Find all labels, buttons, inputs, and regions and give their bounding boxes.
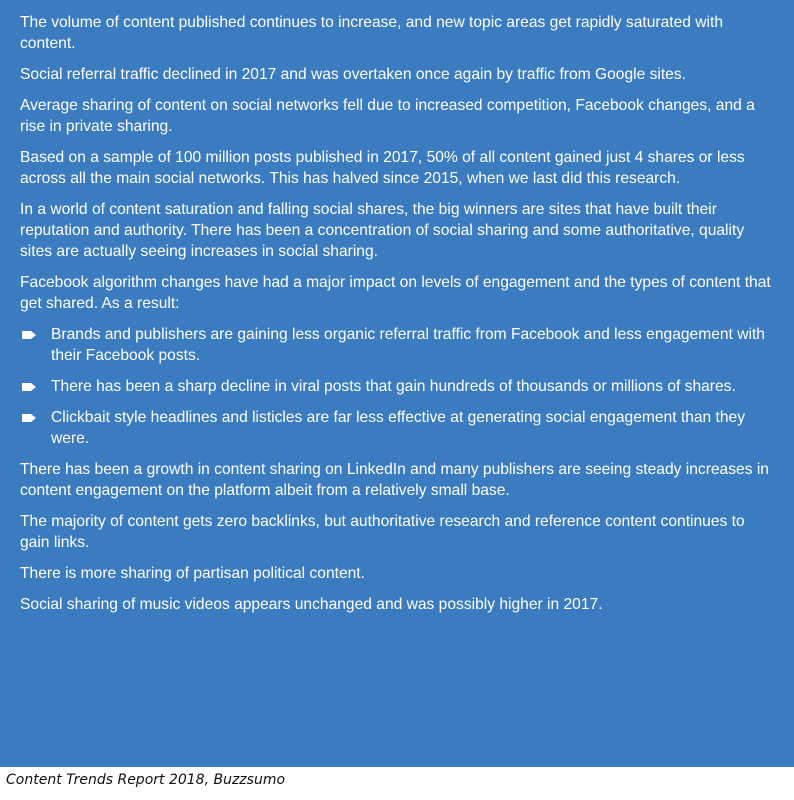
finding-paragraph: There has been a growth in content sharing on LinkedIn and many publishers are seeing steady increases in content engagement on the platform albeit from a relatively small base. <box>20 461 769 499</box>
source-caption: Content Trends Report 2018, Buzzsumo <box>6 772 286 788</box>
list-item <box>20 324 778 366</box>
list-item <box>20 376 778 397</box>
list-item-text: Brands and publishers are gaining less organic referral traffic from Facebook and less engagement with their Facebook posts. <box>51 326 765 364</box>
list-item-text: There has been a sharp decline in viral posts that gain hundreds of thousands or millions of shares. <box>51 378 736 395</box>
list-item-text: Clickbait style headlines and listicles are far less effective at generating social engagement than they were. <box>51 409 746 447</box>
list-item <box>20 407 778 449</box>
finding-paragraph: Social sharing of music videos appears unchanged and was possibly higher in 2017. <box>20 596 603 613</box>
finding-paragraph: The majority of content gets zero backlinks, but authoritative research and reference content continues to gain links. <box>20 513 745 551</box>
finding-paragraph: Social referral traffic declined in 2017 and was overtaken once again by traffic from Google sites. <box>20 66 686 83</box>
arrow-bullet-icon <box>22 414 36 422</box>
finding-paragraph: The volume of content published continues to increase, and new topic areas get rapidly saturated with content. <box>20 14 724 52</box>
facebook-impact-list <box>20 324 778 449</box>
finding-paragraph: Average sharing of content on social networks fell due to increased competition, Facebook changes, and a rise in private sharing. <box>20 97 755 135</box>
arrow-bullet-icon <box>22 331 36 339</box>
finding-paragraph: Based on a sample of 100 million posts published in 2017, 50% of all content gained just 4 shares or less across all the main social networks. This has halved since 2015, when we last did this research. <box>20 149 745 187</box>
finding-paragraph: There is more sharing of partisan political content. <box>20 565 365 582</box>
arrow-bullet-icon <box>22 383 36 391</box>
finding-paragraph: Facebook algorithm changes have had a major impact on levels of engagement and the types of content that get shared. As a result: <box>20 274 771 312</box>
finding-paragraph: In a world of content saturation and falling social shares, the big winners are sites that have built their reputation and authority. There has been a concentration of social sharing and some authoritative, quality sites are actually seeing increases in social sharing. <box>20 201 745 260</box>
